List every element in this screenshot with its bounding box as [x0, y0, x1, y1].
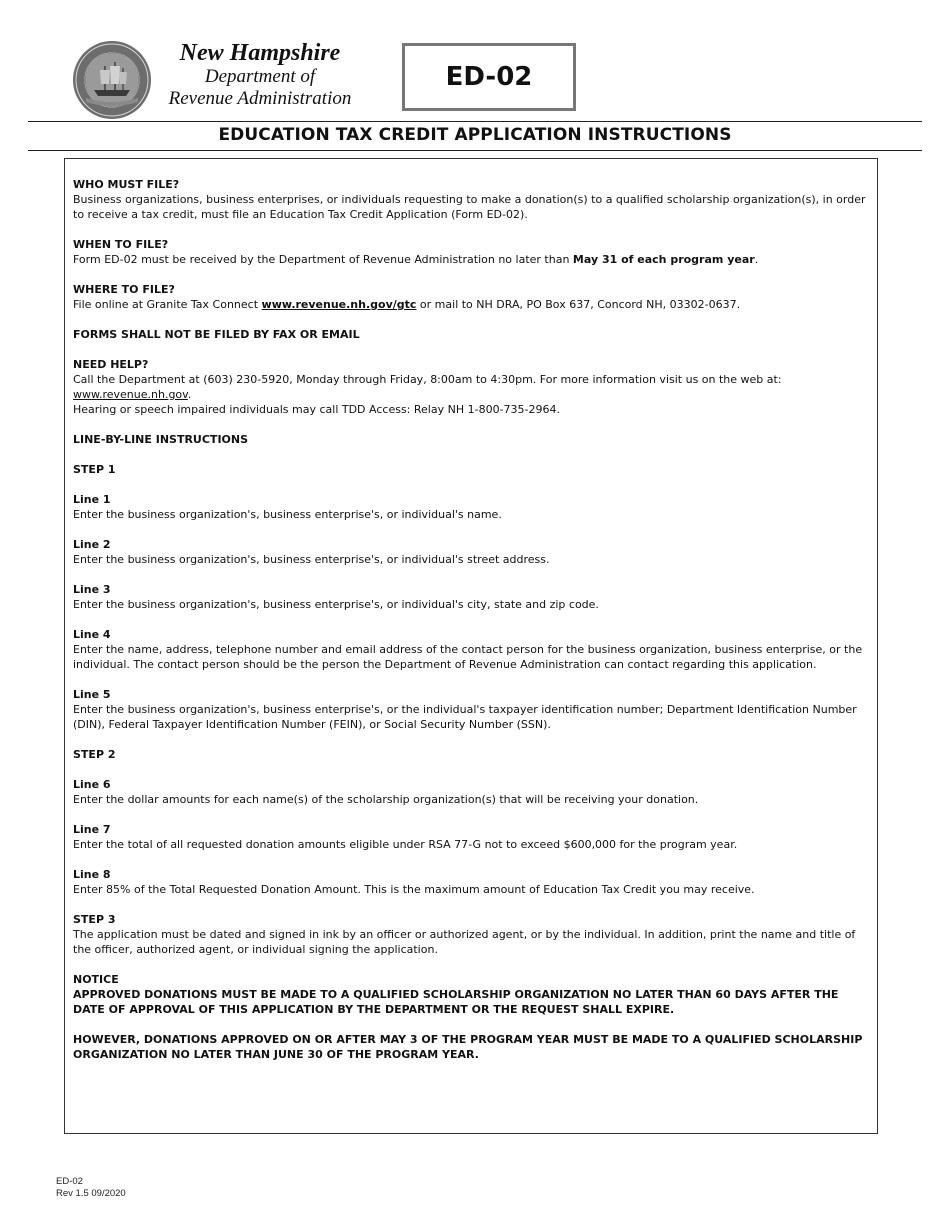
line-heading: Line 5	[73, 688, 111, 701]
department-line-2: Revenue Administration	[168, 88, 352, 109]
page-title: EDUCATION TAX CREDIT APPLICATION INSTRUCTIONS	[218, 125, 732, 145]
line-7-section	[73, 822, 869, 852]
line-heading: Line 6	[73, 778, 111, 791]
line-3-section	[73, 582, 869, 612]
when-to-file-section	[73, 237, 869, 267]
step-3-heading: STEP 3	[73, 913, 116, 926]
deadline-text: May 31 of each program year	[572, 253, 755, 266]
section-heading: WHO MUST FILE?	[73, 178, 180, 191]
footer	[56, 1176, 126, 1200]
line-heading: Line 2	[73, 538, 111, 551]
line-1-section	[73, 492, 869, 522]
line-5-section	[73, 687, 869, 732]
line-2-section	[73, 537, 869, 567]
line-text: Enter the business organization's, business enterprise's, or individual's city, state and zip code.	[73, 598, 599, 611]
who-must-file-section	[73, 177, 869, 222]
line-heading: Line 4	[73, 628, 111, 641]
line-text: Enter the dollar amounts for each name(s) of the scholarship organization(s) that will be receiving your donation.	[73, 793, 699, 806]
line-text: Enter the business organization's, business enterprise's, or individual's name.	[73, 508, 502, 521]
line-text: Enter the name, address, telephone number and email address of the contact person for the business organization, business enterprise, or the individual. The contact person should be the person the Department of Revenue Administration can contact regarding this application.	[73, 643, 863, 671]
footer-form-code: ED-02	[56, 1176, 83, 1187]
line-4-section	[73, 627, 869, 672]
section-text: Business organizations, business enterprises, or individuals requesting to make a donation(s) to a qualified scholarship organization(s), in order to receive a tax credit, must file an Education Tax Credit Application (Form ED-02).	[73, 193, 866, 221]
step-3-section	[73, 912, 869, 957]
granite-tax-connect-link[interactable]: www.revenue.nh.gov/gtc	[261, 298, 417, 311]
footer-revision: Rev 1.5 09/2020	[56, 1188, 126, 1199]
title-rule-bottom	[28, 150, 922, 151]
notice-section-2	[73, 1032, 869, 1062]
line-8-section	[73, 867, 869, 897]
line-heading: Line 1	[73, 493, 111, 506]
notice-heading: NOTICE	[73, 973, 119, 986]
step-2-heading: STEP 2	[73, 748, 116, 761]
forms-notice: FORMS SHALL NOT BE FILED BY FAX OR EMAIL	[73, 328, 360, 341]
need-help-section	[73, 357, 869, 417]
state-name: New Hampshire	[179, 40, 341, 66]
title-rule-top	[28, 121, 922, 122]
instructions-box	[64, 158, 878, 1134]
section-heading: WHERE TO FILE?	[73, 283, 175, 296]
step-1-heading: STEP 1	[73, 463, 116, 476]
line-text: Enter the business organization's, business enterprise's, or individual's street address.	[73, 553, 550, 566]
revenue-website-link[interactable]: www.revenue.nh.gov	[73, 388, 188, 401]
line-6-section	[73, 777, 869, 807]
department-line-1: Department of	[204, 66, 316, 87]
line-by-line-heading: LINE-BY-LINE INSTRUCTIONS	[73, 433, 249, 446]
text-part: File online at Granite Tax Connect	[73, 298, 262, 311]
tdd-text: Hearing or speech impaired individuals may call TDD Access: Relay NH 1-800-735-2964.	[73, 403, 560, 416]
line-text: Enter 85% of the Total Requested Donation Amount. This is the maximum amount of Education Tax Credit you may receive.	[73, 883, 755, 896]
line-by-line-heading-block	[73, 432, 869, 447]
text-part: .	[754, 253, 759, 266]
line-heading: Line 8	[73, 868, 111, 881]
text-part: Call the Department at (603) 230-5920, Monday through Friday, 8:00am to 4:30pm. For more information visit us on the web at:	[73, 373, 782, 386]
line-heading: Line 7	[73, 823, 111, 836]
step-3-text: The application must be dated and signed in ink by an officer or authorized agent, or by the individual. In addition, print the name and title of the officer, authorized agent, or individual signing the application.	[73, 928, 856, 956]
forms-notice-section	[73, 327, 869, 342]
section-text	[73, 297, 869, 312]
text-part: or mail to NH DRA, PO Box 637, Concord NH, 03302-0637.	[416, 298, 741, 311]
step-2-heading-block	[73, 747, 869, 762]
step-1-heading-block	[73, 462, 869, 477]
line-text: Enter the business organization's, business enterprise's, or the individual's taxpayer identification number; Department Identification Number (DIN), Federal Taxpayer Identification Number (FEIN), or Social Security Number (SSN).	[73, 703, 857, 731]
text-part: .	[187, 388, 192, 401]
line-heading: Line 3	[73, 583, 111, 596]
section-heading: WHEN TO FILE?	[73, 238, 169, 251]
state-seal-logo	[72, 40, 152, 120]
agency-name	[150, 40, 370, 110]
where-to-file-section	[73, 282, 869, 312]
notice-text-2: HOWEVER, DONATIONS APPROVED ON OR AFTER MAY 3 OF THE PROGRAM YEAR MUST BE MADE TO A QUALIFIED SCHOLARSHIP ORGANIZATION NO LATER THAN JUNE 30 OF THE PROGRAM YEAR.	[73, 1033, 863, 1061]
form-code: ED-02	[445, 62, 533, 92]
notice-section	[73, 972, 869, 1017]
section-heading: NEED HELP?	[73, 358, 149, 371]
line-text: Enter the total of all requested donation amounts eligible under RSA 77-G not to exceed $600,000 for the program year.	[73, 838, 738, 851]
form-code-box	[402, 43, 576, 111]
text-part: Form ED-02 must be received by the Department of Revenue Administration no later than	[73, 253, 573, 266]
notice-text-1: APPROVED DONATIONS MUST BE MADE TO A QUALIFIED SCHOLARSHIP ORGANIZATION NO LATER THAN 60 DAYS AFTER THE DATE OF APPROVAL OF THIS APPLICATION BY THE DEPARTMENT OR THE REQUEST SHALL EXPIRE.	[73, 988, 839, 1016]
section-text	[73, 252, 869, 267]
section-text	[73, 372, 869, 402]
